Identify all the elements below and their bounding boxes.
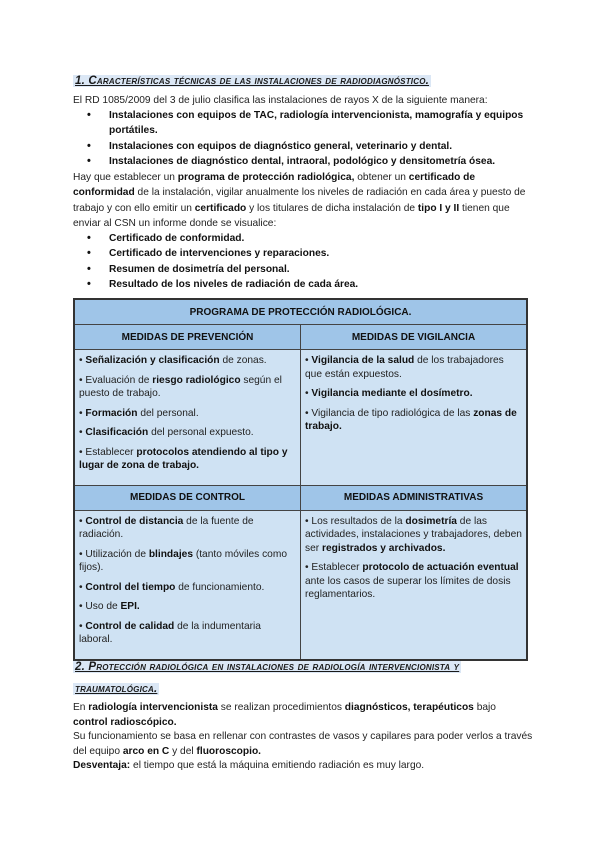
text: • [79, 581, 86, 593]
bold-text: Formación [85, 407, 138, 419]
list-item: • Resultado de los niveles de radiación de cada área. [109, 277, 539, 292]
section-2-heading-line1: 2. Protección radiológica en instalaciones de radiología intervencionista y [75, 661, 460, 673]
list-item: • Instalaciones de diagnóstico dental, intraoral, podológico y densitometría ósea. [109, 154, 539, 169]
text: de los trabajadores que están expuestos. [305, 355, 504, 380]
section-2-paragraph-1 [73, 701, 533, 730]
header-control: MEDIDAS DE CONTROL [74, 485, 301, 510]
text: • Los resultados de la [305, 515, 406, 527]
text: Su funcionamiento se basa en rellenar con contrastes de vasos y capilares para poder verlos a través del equipo [73, 731, 533, 757]
bold-text: blindajes [148, 548, 193, 560]
bold-text: Control del tiempo [85, 581, 176, 593]
measure-item [79, 515, 296, 542]
text: de la instalación, vigilar anualmente los niveles de radiación en cada área y puesto de trabajo y con ello emitir un [73, 187, 526, 214]
bold-text: Control de calidad [85, 620, 175, 632]
text: En [73, 702, 89, 713]
bold-text: riesgo radiológico [152, 374, 241, 386]
bold-text: protocolo de actuación eventual [362, 562, 519, 573]
bold-text: tipo I y II [417, 202, 460, 214]
measure-item [305, 561, 522, 602]
text: el tiempo que está la máquina emitiendo radiación es muy largo. [130, 760, 425, 771]
list-item: • Certificado de intervenciones y reparaciones. [109, 246, 539, 261]
text: • Establecer [305, 562, 363, 573]
header-vigilancia: MEDIDAS DE VIGILANCIA [301, 325, 528, 350]
text: según el puesto de trabajo. [79, 374, 282, 399]
text: de funcionamiento. [175, 581, 265, 593]
measure-item [79, 407, 296, 421]
measure-item [79, 374, 296, 401]
text: Hay que establecer un [73, 172, 178, 183]
bold-text: certificado [194, 202, 247, 214]
text: • Establecer [79, 446, 137, 458]
bold-text: control radioscópico. [73, 716, 177, 728]
bold-text: dosimetría [405, 515, 457, 527]
text: El RD 1085/2009 del 3 de julio clasifica las instalaciones de rayos X de la siguiente manera: [73, 95, 488, 106]
text: del personal expuesto. [148, 427, 254, 438]
measure-item [305, 354, 522, 381]
measure-item [79, 600, 296, 614]
cell-vigilancia [301, 350, 528, 486]
text: tienen que enviar al CSN un informe donde se visualice: [73, 202, 510, 230]
program-paragraph [73, 170, 533, 232]
text: • [79, 407, 86, 419]
report-items-list [73, 231, 539, 293]
text: • [79, 355, 86, 366]
text: ante los casos de superar los límites de dosis reglamentarios. [305, 575, 511, 600]
header-prevencion: MEDIDAS DE PREVENCIÓN [74, 325, 301, 350]
text: de la fuente de radiación. [79, 515, 254, 540]
bold-text: diagnósticos, terapéuticos [344, 702, 474, 713]
text: • Vigilancia de tipo radiológica de las [305, 407, 474, 419]
bold-text: Clasificación [85, 427, 149, 438]
list-item: • Certificado de conformidad. [109, 231, 539, 246]
protection-program-table [73, 298, 528, 661]
section-1-heading: 1. Características técnicas de las instalaciones de radiodiagnóstico. [75, 75, 430, 87]
section-2-paragraph-2 [73, 730, 533, 759]
list-item: • Instalaciones con equipos de diagnóstico general, veterinario y dental. [109, 139, 539, 154]
text: • [79, 427, 86, 438]
text: de zonas. [219, 355, 267, 366]
measure-item [305, 387, 522, 401]
measure-item [79, 446, 296, 473]
text: • Utilización de [79, 548, 149, 560]
bold-text: EPI. [120, 601, 140, 612]
bold-text: Desventaja: [73, 760, 131, 771]
bold-text: Señalización y clasificación [85, 355, 220, 366]
text: se realizan procedimientos [217, 702, 345, 713]
text: • [79, 620, 86, 632]
text: de la indumentaria laboral. [79, 620, 261, 645]
text: • [305, 355, 312, 366]
list-item: • Instalaciones con equipos de TAC, radiología intervencionista, mamografía y equipos portátiles. [109, 108, 539, 139]
bold-text: arco en C [122, 745, 170, 757]
bold-text: fluoroscopio. [196, 745, 262, 757]
cell-prevencion [74, 350, 301, 486]
table-title: PROGRAMA DE PROTECCIÓN RADIOLÓGICA. [74, 299, 527, 325]
intro-paragraph [73, 93, 533, 108]
bold-text: Vigilancia de la salud [311, 355, 415, 366]
text: de las actividades, instalaciones y trabajadores, deben ser [305, 515, 522, 554]
bold-text: programa de protección radiológica, [177, 172, 355, 183]
list-item: • Resumen de dosimetría del personal. [109, 262, 539, 277]
measure-item [305, 407, 522, 434]
text: • Uso de [79, 601, 121, 612]
bold-text: certificado de conformidad [73, 172, 476, 199]
text: y del [169, 745, 197, 757]
text: (tanto móviles como fijos). [79, 548, 287, 573]
text: del personal. [137, 407, 199, 419]
measure-item [305, 515, 522, 556]
cell-administrativas [301, 510, 528, 660]
bold-text: Vigilancia mediante el dosímetro. [311, 388, 473, 399]
section-2-heading-line2: traumatológica. [75, 683, 158, 695]
bold-text: radiología intervencionista [88, 702, 218, 713]
text: • [305, 388, 312, 399]
text: • [79, 515, 86, 527]
header-administrativas: MEDIDAS ADMINISTRATIVAS [301, 485, 528, 510]
text: • Evaluación de [79, 374, 153, 386]
text: obtener un [354, 172, 409, 183]
cell-control [74, 510, 301, 660]
measure-item [79, 548, 296, 575]
text: bajo [473, 702, 496, 713]
bold-text: protocolos atendiendo al tipo y lugar de zona de trabajo. [79, 446, 288, 471]
bold-text: Control de distancia [85, 515, 184, 527]
measure-item [79, 620, 296, 647]
bold-text: zonas de trabajo. [305, 407, 517, 432]
measure-item [79, 354, 296, 368]
installation-classes-list [73, 108, 539, 170]
text: y los titulares de dicha instalación de [246, 202, 418, 214]
measure-item [79, 581, 296, 595]
bold-text: registrados y archivados. [321, 542, 446, 554]
section-2-paragraph-3 [73, 759, 533, 774]
measure-item [79, 426, 296, 440]
